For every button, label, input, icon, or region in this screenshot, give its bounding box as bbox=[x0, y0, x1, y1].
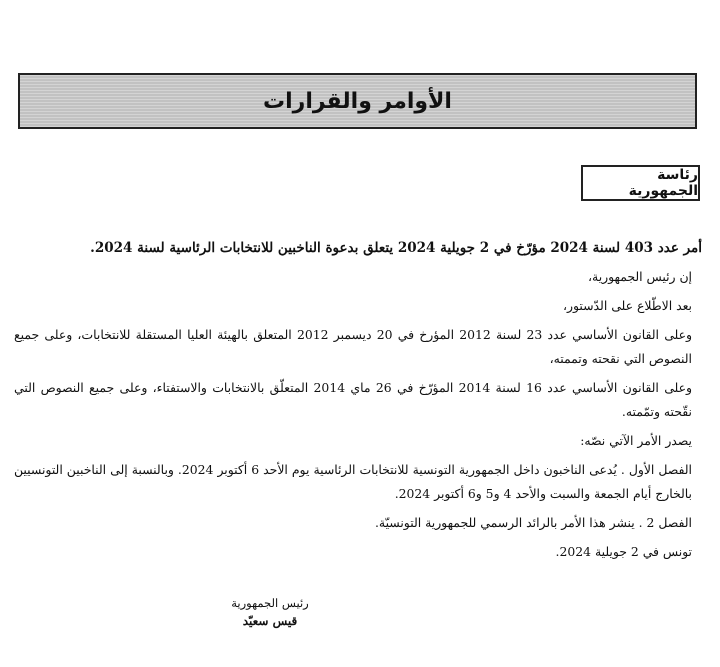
decree-date-place: تونس في 2 جويلية 2024. bbox=[555, 544, 692, 559]
signature-block bbox=[210, 594, 330, 630]
decree-preamble-law-2014: وعلى القانون الأساسي عدد 16 لسنة 2014 المؤرّخ في 26 ماي 2014 المتعلّق بالانتخابات والاستفتاء، وعلى جميع النصوص التي نقّحته وتمّمته. bbox=[14, 380, 693, 419]
decree-enactment-formula: يصدر الأمر الآتي نصّه: bbox=[580, 433, 692, 448]
decree-preamble-law-2012: وعلى القانون الأساسي عدد 23 لسنة 2012 المؤرخ في 20 ديسمبر 2012 المتعلق بالهيئة العليا المستقلة للانتخابات، وعلى جميع النصوص التي نقحته وتممته، bbox=[14, 327, 693, 366]
decree-preamble-president: إن رئيس الجمهورية، bbox=[588, 269, 692, 284]
issuing-authority-label: رئاسة الجمهورية bbox=[628, 167, 698, 199]
issuing-authority-box bbox=[581, 165, 700, 201]
decree-preamble-constitution: بعد الاطّلاع على الدّستور، bbox=[563, 298, 692, 313]
signatory-role: رئيس الجمهورية bbox=[231, 596, 309, 610]
decree-article-1: الفصل الأول . يُدعى الناخبون داخل الجمهورية التونسية للانتخابات الرئاسية يوم الأحد 6 أكتوبر 2024. وبالنسبة إلى الناخبين التونسيين بالخارج أيام الجمعة والسبت والأحد 4 و5 و6 أكتوبر 2024. bbox=[14, 462, 692, 501]
signatory-name: قيس سعيّد bbox=[242, 614, 298, 628]
banner-title: الأوامر والقرارات bbox=[263, 88, 452, 114]
decree-body bbox=[14, 236, 702, 564]
decree-title: أمر عدد 403 لسنة 2024 مؤرّخ في 2 جويلية 2024 يتعلق بدعوة الناخبين للانتخابات الرئاسية لسنة 2024. bbox=[90, 240, 702, 256]
decree-article-2: الفصل 2 . ينشر هذا الأمر بالرائد الرسمي للجمهورية التونسيّة. bbox=[374, 515, 692, 530]
section-banner bbox=[18, 73, 697, 129]
